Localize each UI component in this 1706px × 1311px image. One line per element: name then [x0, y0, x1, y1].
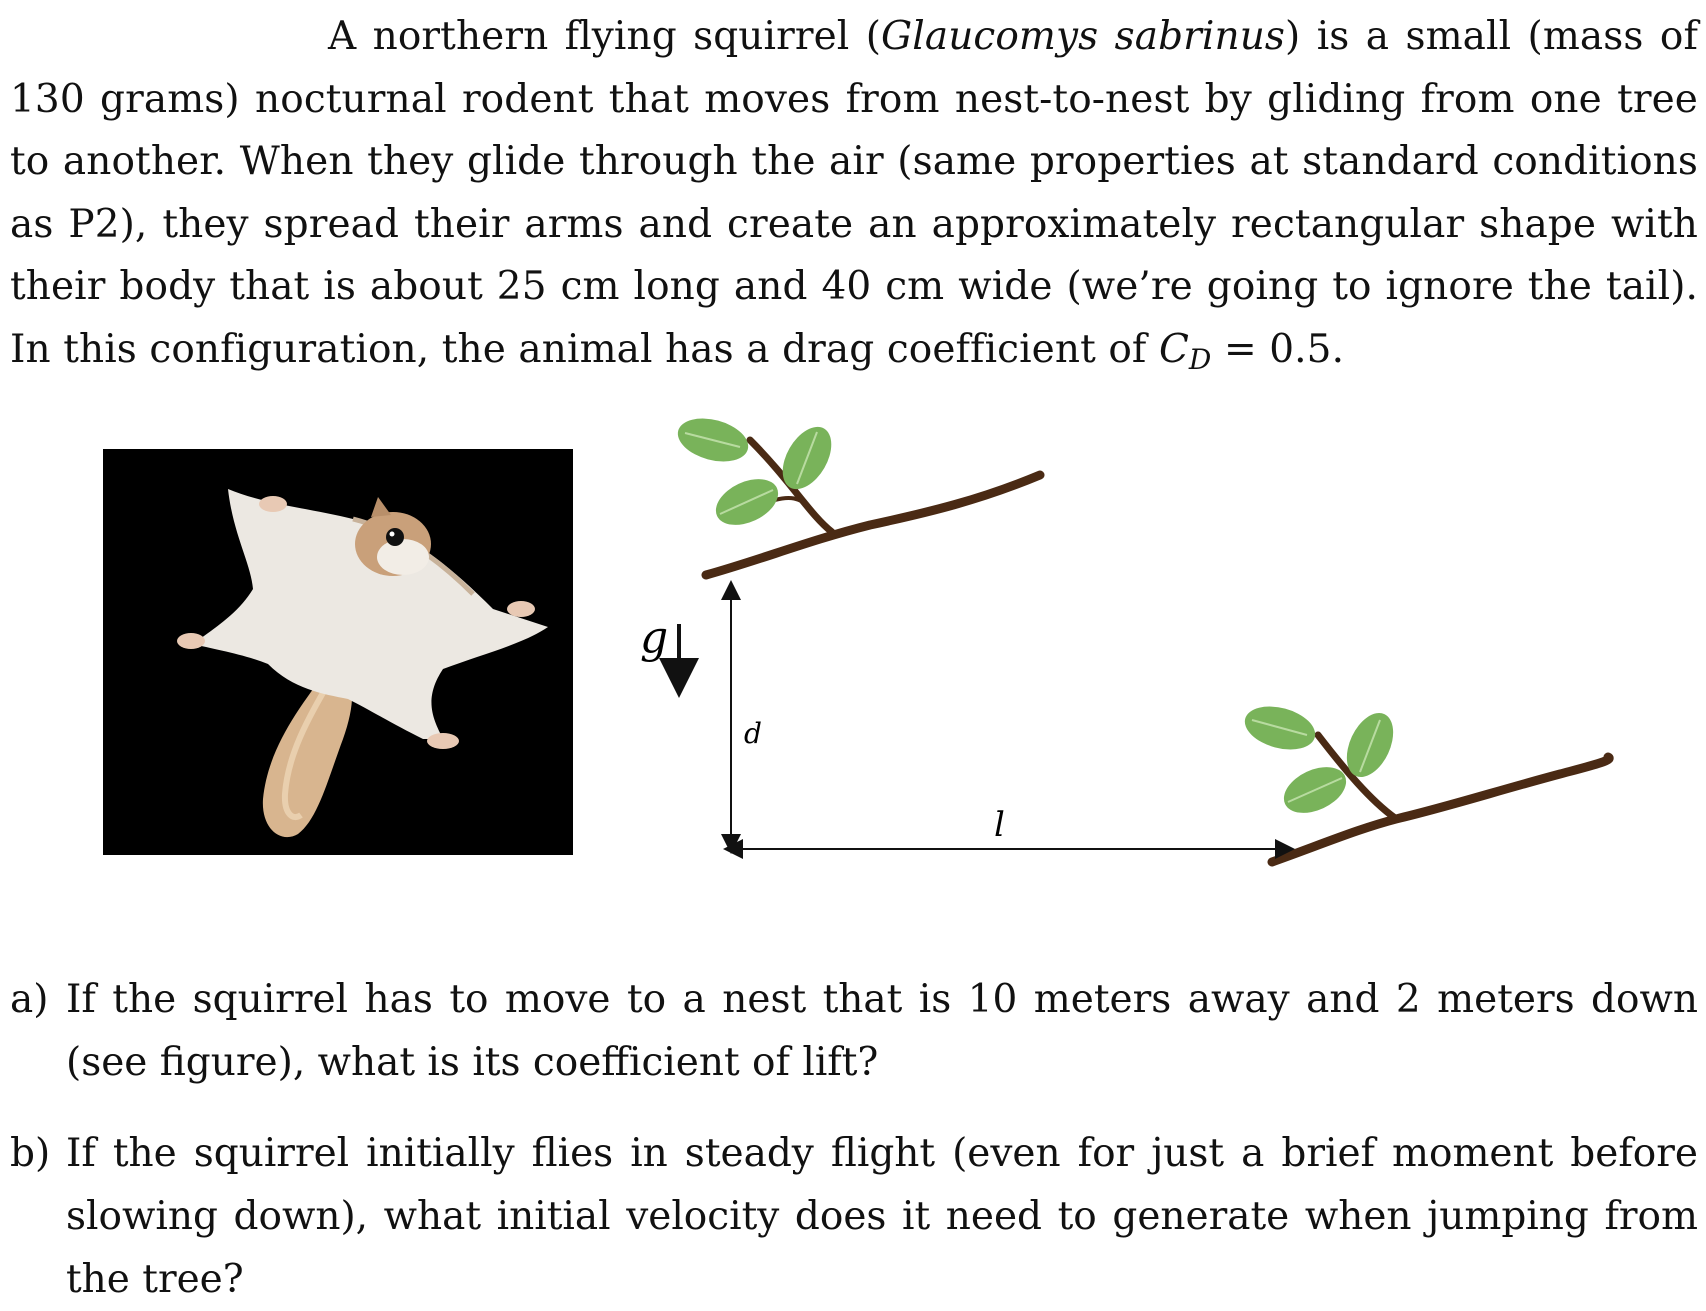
upper-twig-small — [775, 498, 808, 506]
rear-left-paw — [177, 633, 205, 649]
upper-leaf-3 — [709, 470, 786, 534]
upper-leaf-1 — [673, 411, 753, 468]
lower-branch — [1240, 699, 1609, 862]
drag-coefficient-value: = 0.5. — [1211, 326, 1345, 372]
leaf-vein-1 — [685, 433, 740, 447]
upper-branch-stem — [706, 475, 1040, 575]
question-b — [10, 1122, 1698, 1311]
question-a-text: If the squirrel has to move to a nest that is 10 meters away and 2 meters down (see figure), what is its coefficient of lift? — [66, 977, 1698, 1085]
upper-twig — [750, 440, 832, 532]
leaf-vein-4 — [1252, 720, 1307, 735]
gravity-label: g — [640, 612, 669, 663]
lower-leaf-1 — [1240, 699, 1320, 756]
question-b-text: If the squirrel initially flies in steady flight (even for just a brief moment before slowing down), what initial velocity does it need to generate when jumping from the tree? — [66, 1131, 1698, 1302]
question-b-label: b) — [10, 1131, 51, 1176]
leaf-vein-2 — [797, 432, 817, 484]
drag-coefficient-symbol: C — [1158, 326, 1189, 372]
leaf-vein-6 — [1288, 778, 1342, 802]
intro-text-2: ) is a small (mass of 130 grams) nocturnal rodent that moves from nest-to-nest by gliding from one tree to another. When they glide through the air (same properties at standard conditions as P2), they spread their arms and create an approximately rectangular shape with their body that is about 25 cm long and 40 cm wide (we’re going to ignore the tail). In this configuration, the animal has a drag coefficient of — [10, 14, 1698, 372]
species-name: Glaucomys sabrinus — [881, 14, 1286, 59]
horizontal-dimension-label: l — [994, 805, 1005, 845]
lower-leaf-2 — [1338, 706, 1403, 785]
intro-text-1: A northern flying squirrel ( — [328, 14, 882, 59]
leaf-vein-3 — [720, 490, 773, 514]
drag-coefficient-subscript: D — [1188, 342, 1212, 376]
lower-branch-stem — [1272, 757, 1609, 862]
squirrel-eye — [386, 528, 404, 546]
lower-twig — [1318, 735, 1395, 818]
rear-right-paw — [427, 733, 459, 749]
eye-glint — [390, 532, 395, 537]
squirrel-illustration — [103, 449, 573, 855]
upper-leaf-2 — [773, 419, 842, 498]
flying-squirrel-photo — [103, 449, 573, 855]
lower-leaf-3 — [1277, 758, 1354, 822]
question-a — [10, 968, 1698, 1094]
problem-statement — [10, 6, 1698, 391]
front-right-paw — [507, 601, 535, 617]
vertical-dimension-label: d — [744, 717, 762, 750]
front-left-paw — [259, 496, 287, 512]
leaf-vein-5 — [1360, 720, 1380, 772]
question-a-label: a) — [10, 977, 49, 1022]
squirrel-cheek — [377, 539, 429, 575]
upper-branch — [673, 411, 1040, 575]
